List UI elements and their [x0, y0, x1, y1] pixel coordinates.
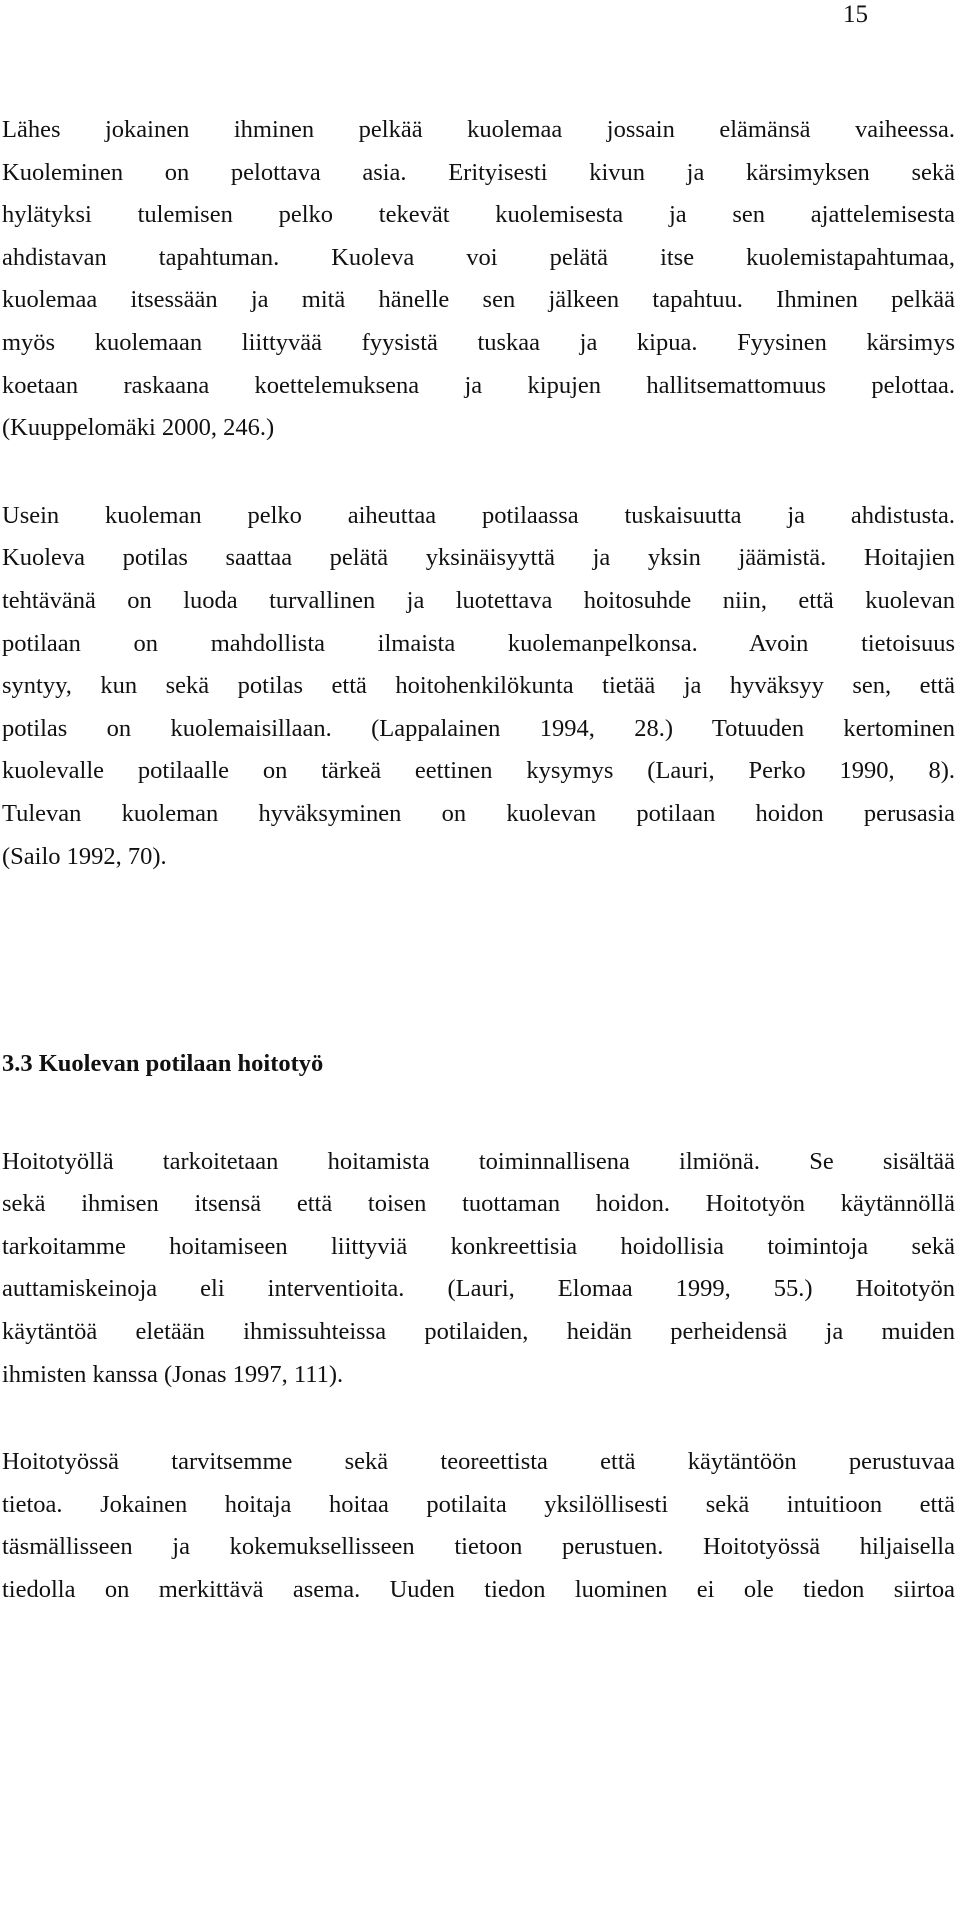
text-line: Hoitotyöllä tarkoitetaan hoitamista toiminnallisena ilmiönä. Se sisältää: [2, 1147, 955, 1175]
text-line: kuolemaa itsessään ja mitä hänelle sen jälkeen tapahtuu. Ihminen pelkää: [2, 286, 955, 314]
paragraph-knowledge: [2, 1441, 955, 1611]
text-line: tehtävänä on luoda turvallinen ja luotettava hoitosuhde niin, että kuolevan: [2, 586, 955, 614]
text-line: tarkoitamme hoitamiseen liittyviä konkreettisia hoidollisia toimintoja sekä: [2, 1232, 955, 1260]
text-line: Hoitotyössä tarvitsemme sekä teoreettista että käytäntöön perustuvaa: [2, 1448, 955, 1476]
document-body: [2, 109, 955, 1612]
text-line: Kuoleva potilas saattaa pelätä yksinäisyyttä ja yksin jäämistä. Hoitajien: [2, 544, 955, 572]
text-line: sekä ihmisen itsensä että toisen tuottaman hoidon. Hoitotyön käytännöllä: [2, 1190, 955, 1218]
text-line: (Sailo 1992, 70).: [2, 842, 167, 870]
text-line: tietoa. Jokainen hoitaja hoitaa potilaita yksilöllisesti sekä intuitioon että: [2, 1490, 955, 1518]
text-line: Usein kuoleman pelko aiheuttaa potilaassa tuskaisuutta ja ahdistusta.: [2, 501, 955, 529]
text-line: auttamiskeinoja eli interventioita. (Lauri, Elomaa 1999, 55.) Hoitotyön: [2, 1275, 955, 1303]
text-line: käytäntöä eletään ihmissuhteissa potilaiden, heidän perheidensä ja muiden: [2, 1318, 955, 1346]
text-line: Lähes jokainen ihminen pelkää kuolemaa jossain elämänsä vaiheessa.: [2, 116, 955, 143]
text-line: kuolevalle potilaalle on tärkeä eettinen kysymys (Lauri, Perko 1990, 8).: [2, 757, 955, 785]
section-spacer: [2, 878, 955, 1043]
text-line: täsmällisseen ja kokemuksellisseen tietoon perustuen. Hoitotyössä hiljaisella: [2, 1533, 955, 1561]
page-number: 15: [843, 1, 868, 28]
paragraph-spacer: [2, 1396, 955, 1441]
text-line: Kuoleminen on pelottava asia. Erityisesti kivun ja kärsimyksen sekä: [2, 158, 955, 186]
text-line: myös kuolemaan liittyvää fyysistä tuskaa ja kipua. Fyysinen kärsimys: [2, 328, 955, 356]
text-line: ahdistavan tapahtuman. Kuoleva voi pelätä itse kuolemistapahtumaa,: [2, 243, 955, 271]
text-line: koetaan raskaana koettelemuksena ja kipujen hallitsemattomuus pelottaa.: [2, 371, 955, 399]
paragraph-spacer: [2, 450, 955, 495]
paragraph-anxiety: [2, 495, 955, 878]
text-line: Tulevan kuoleman hyväksyminen on kuolevan potilaan hoidon perusasia: [2, 799, 955, 827]
text-line: (Kuuppelomäki 2000, 246.): [2, 414, 275, 442]
heading-spacer: [2, 1086, 955, 1141]
text-line: tiedolla on merkittävä asema. Uuden tiedon luominen ei ole tiedon siirtoa: [2, 1576, 955, 1604]
text-line: potilas on kuolemaisillaan. (Lappalainen 1994, 28.) Totuuden kertominen: [2, 714, 955, 742]
paragraph-nursing-work: [2, 1141, 955, 1397]
paragraph-fear-of-death: [2, 109, 955, 450]
text-line: hylätyksi tulemisen pelko tekevät kuolemisesta ja sen ajattelemisesta: [2, 201, 955, 229]
text-line: potilaan on mahdollista ilmaista kuolemanpelkonsa. Avoin tietoisuus: [2, 629, 955, 657]
section-heading: 3.3 Kuolevan potilaan hoitotyö: [2, 1050, 324, 1078]
text-line: ihmisten kanssa (Jonas 1997, 111).: [2, 1360, 344, 1388]
text-line: syntyy, kun sekä potilas että hoitohenkilökunta tietää ja hyväksyy sen, että: [2, 672, 955, 700]
